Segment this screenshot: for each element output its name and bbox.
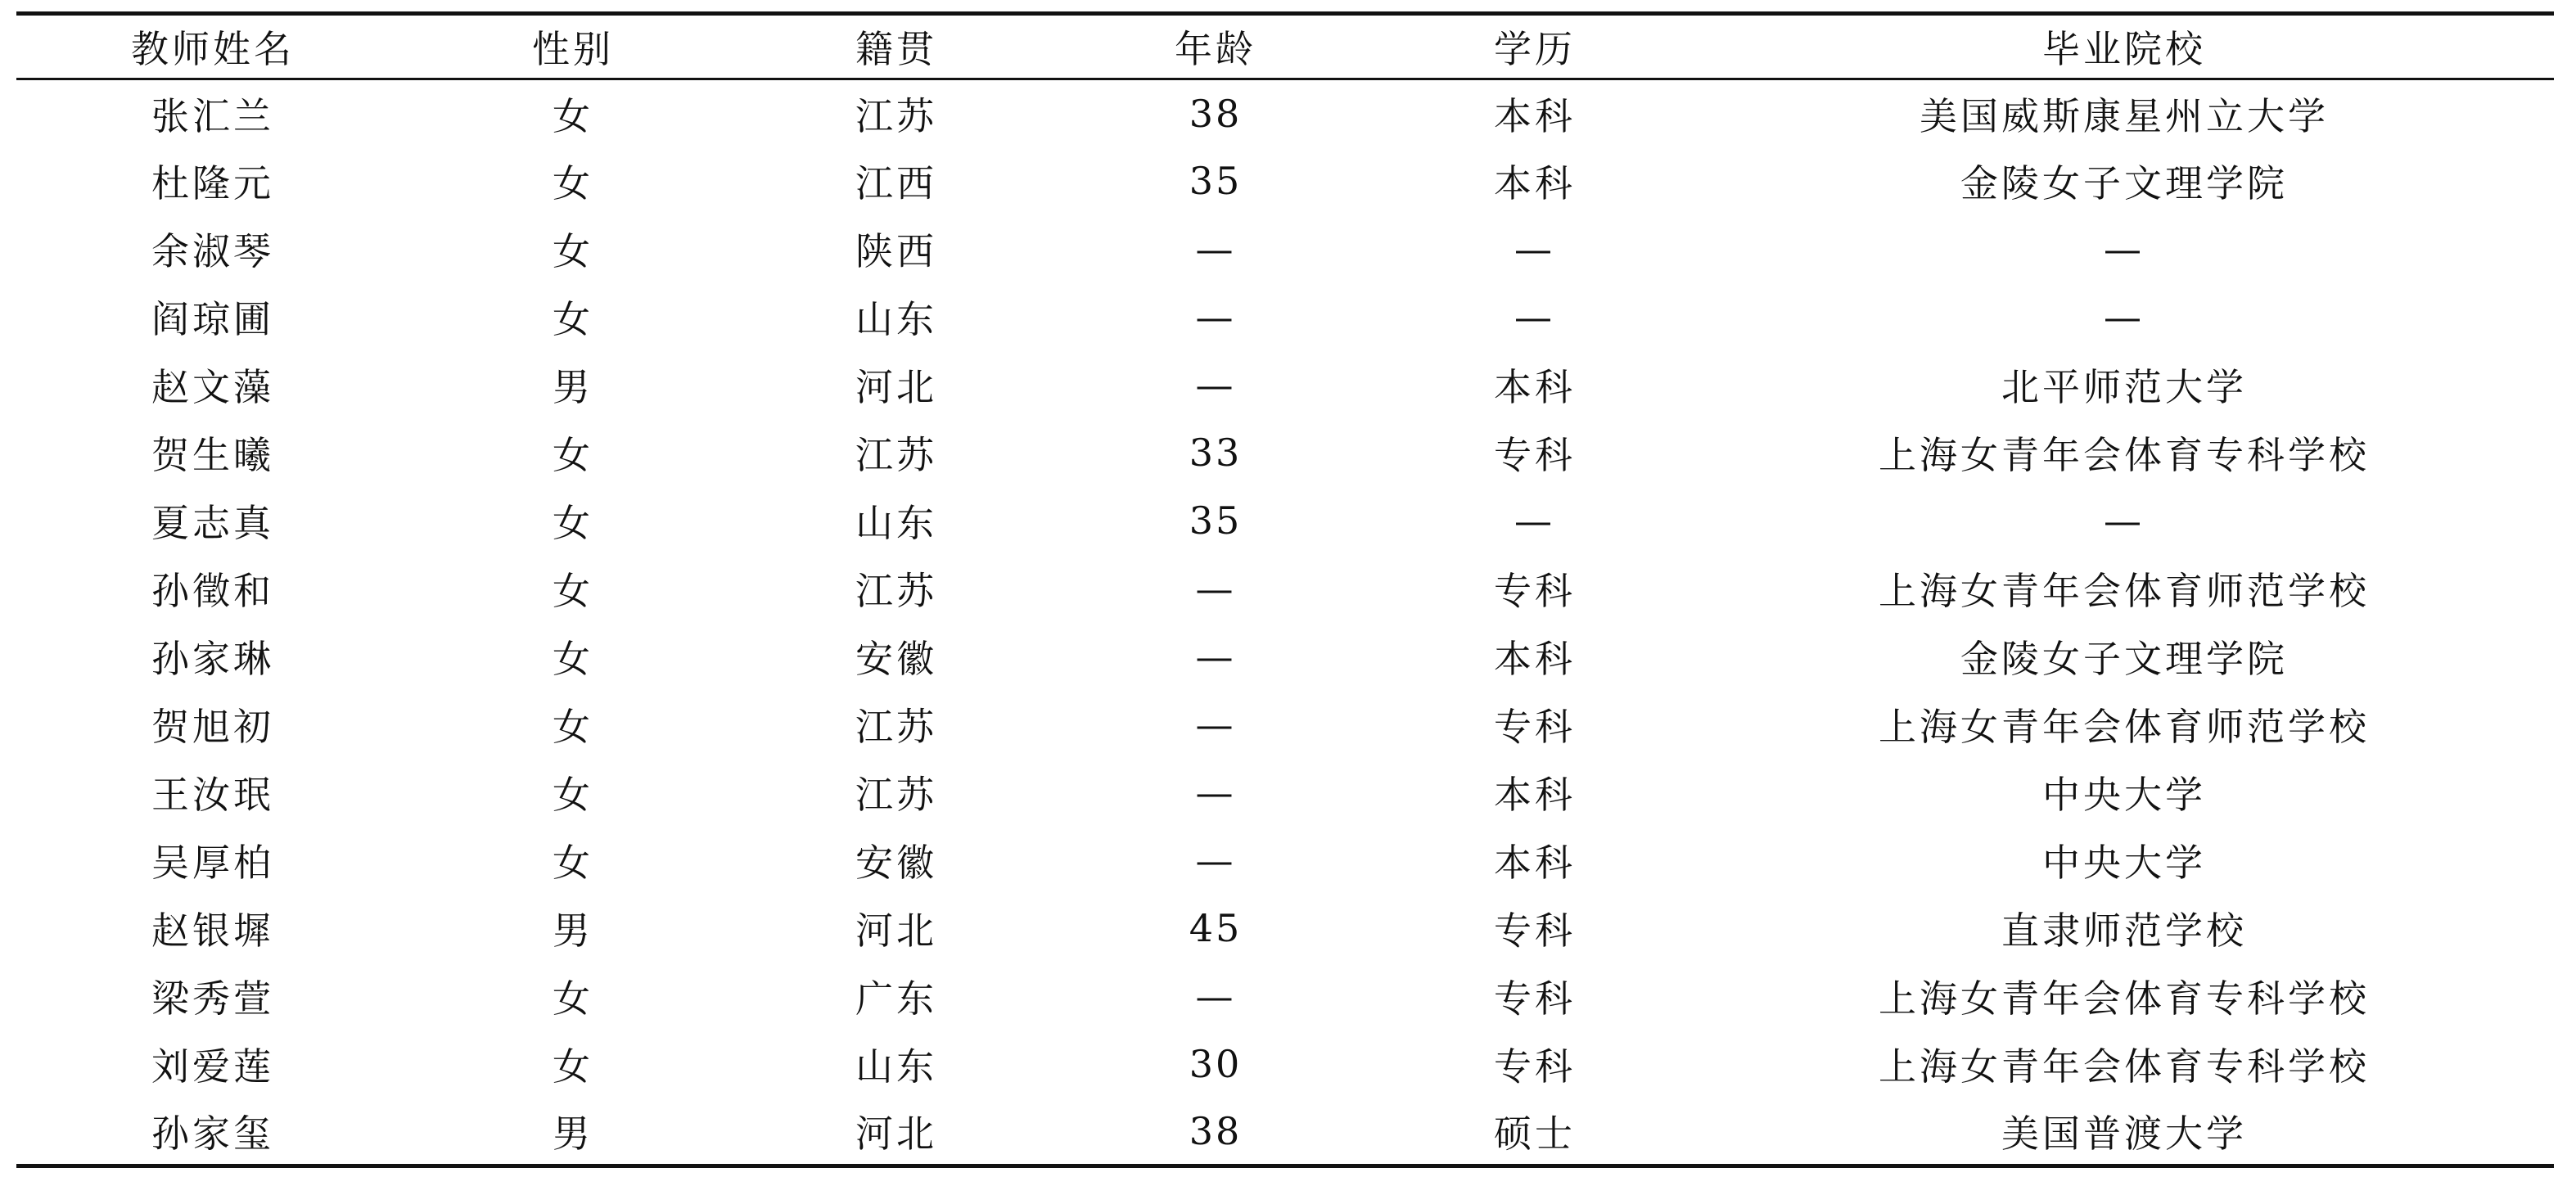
cell-origin: 安徽	[855, 637, 937, 681]
cell-age: —	[1195, 566, 1236, 611]
cell-name: 王汝珉	[151, 773, 274, 817]
cell-gender: 男	[553, 909, 593, 953]
cell-school: —	[2104, 295, 2145, 339]
cell-education: —	[1514, 498, 1555, 543]
cell-origin: 陕西	[855, 229, 937, 273]
cell-origin: 河北	[737, 1098, 1056, 1166]
cell-name: 余淑琴	[151, 229, 274, 273]
header-education: 学历	[1375, 14, 1694, 79]
cell-name: 赵银墀	[151, 909, 274, 953]
cell-origin: 河北	[855, 365, 937, 409]
cell-age: —	[1195, 227, 1236, 271]
cell-school: 上海女青年会体育专科学校	[1879, 1044, 2370, 1089]
cell-name: 梁秀萱	[151, 976, 274, 1021]
cell-education: 本科	[1494, 161, 1576, 205]
cell-school: 金陵女子文理学院	[1960, 637, 2288, 681]
table-row	[16, 351, 2554, 419]
teacher-table	[16, 11, 2554, 1168]
cell-name: 吴厚柏	[151, 841, 274, 885]
cell-name: 刘爱莲	[151, 1044, 274, 1089]
cell-age: —	[1195, 838, 1236, 882]
cell-age: 45	[1189, 906, 1243, 950]
table-row	[16, 623, 2554, 691]
table-body	[16, 79, 2554, 1166]
cell-school: 美国威斯康星州立大学	[1920, 93, 2329, 138]
cell-education: 本科	[1494, 841, 1576, 885]
cell-name: 孙家玺	[16, 1098, 409, 1166]
cell-education: 本科	[1494, 93, 1576, 138]
cell-origin: 江苏	[855, 433, 937, 477]
cell-school: 上海女青年会体育师范学校	[1879, 569, 2370, 613]
cell-age: 38	[1056, 1098, 1375, 1166]
cell-age: 35	[1189, 498, 1243, 543]
header-name: 教师姓名	[16, 14, 409, 79]
cell-school: 直隶师范学校	[2001, 909, 2247, 953]
cell-school: 美国普渡大学	[1694, 1098, 2554, 1166]
table-row	[16, 79, 2554, 147]
cell-age: 38	[1189, 91, 1243, 136]
cell-age: —	[1195, 702, 1236, 746]
cell-name: 夏志真	[151, 501, 274, 545]
cell-name: 赵文藻	[151, 365, 274, 409]
cell-school: —	[2104, 498, 2145, 543]
cell-education: 硕士	[1375, 1098, 1694, 1166]
cell-gender: 女	[553, 161, 593, 205]
cell-name: 贺旭初	[151, 705, 274, 749]
teacher-table-container	[16, 11, 2554, 1168]
table-row	[16, 283, 2554, 351]
cell-origin: 山东	[855, 297, 937, 341]
cell-gender: 女	[553, 433, 593, 477]
table-row	[16, 691, 2554, 759]
table-row	[16, 419, 2554, 487]
cell-name: 张汇兰	[151, 93, 274, 138]
cell-education: 本科	[1494, 365, 1576, 409]
cell-origin: 江苏	[855, 705, 937, 749]
cell-gender: 女	[553, 637, 593, 681]
cell-education: 专科	[1494, 909, 1576, 953]
table-row	[16, 555, 2554, 623]
cell-origin: 江苏	[855, 773, 937, 817]
cell-school: —	[2104, 227, 2145, 271]
cell-gender: 女	[553, 297, 593, 341]
cell-gender: 女	[553, 229, 593, 273]
cell-name: 贺生曦	[151, 433, 274, 477]
cell-gender: 女	[553, 569, 593, 613]
table-row	[16, 215, 2554, 283]
cell-education: 专科	[1494, 1044, 1576, 1089]
table-row	[16, 147, 2554, 215]
cell-age: —	[1195, 974, 1236, 1018]
cell-origin: 江苏	[855, 569, 937, 613]
cell-gender: 女	[553, 841, 593, 885]
cell-education: 专科	[1494, 705, 1576, 749]
cell-age: 33	[1189, 431, 1243, 475]
table-row	[16, 487, 2554, 555]
cell-school: 上海女青年会体育师范学校	[1879, 705, 2370, 749]
table-row	[16, 759, 2554, 827]
table-row	[16, 963, 2554, 1030]
cell-education: —	[1514, 227, 1555, 271]
cell-school: 北平师范大学	[2001, 365, 2247, 409]
header-gender: 性别	[409, 14, 737, 79]
cell-education: 本科	[1494, 773, 1576, 817]
cell-name: 杜隆元	[151, 161, 274, 205]
cell-age: —	[1195, 634, 1236, 679]
cell-education: —	[1514, 295, 1555, 339]
cell-age: —	[1195, 363, 1236, 407]
table-row	[16, 827, 2554, 895]
cell-education: 专科	[1494, 976, 1576, 1021]
table-row	[16, 1098, 2554, 1166]
cell-gender: 女	[553, 501, 593, 545]
cell-origin: 安徽	[855, 841, 937, 885]
cell-education: 专科	[1494, 569, 1576, 613]
cell-age: 35	[1189, 159, 1243, 203]
table-row	[16, 895, 2554, 963]
cell-age: —	[1195, 295, 1236, 339]
cell-school: 中央大学	[2042, 773, 2206, 817]
table-row	[16, 1030, 2554, 1098]
cell-origin: 江苏	[855, 93, 937, 138]
cell-gender: 男	[553, 365, 593, 409]
cell-gender: 女	[553, 93, 593, 138]
cell-origin: 山东	[855, 501, 937, 545]
cell-gender: 女	[553, 773, 593, 817]
cell-gender: 女	[553, 1044, 593, 1089]
header-school: 毕业院校	[1694, 14, 2554, 79]
cell-origin: 山东	[855, 1044, 937, 1089]
cell-education: 专科	[1494, 433, 1576, 477]
cell-origin: 广东	[855, 976, 937, 1021]
cell-school: 上海女青年会体育专科学校	[1879, 433, 2370, 477]
cell-name: 阎琼圃	[151, 297, 274, 341]
cell-education: 本科	[1494, 637, 1576, 681]
cell-name: 孙徵和	[151, 569, 274, 613]
cell-school: 金陵女子文理学院	[1960, 161, 2288, 205]
cell-school: 上海女青年会体育专科学校	[1879, 976, 2370, 1021]
cell-gender: 女	[553, 705, 593, 749]
table-header-row	[16, 14, 2554, 79]
cell-gender: 女	[553, 976, 593, 1021]
cell-age: —	[1195, 770, 1236, 814]
cell-school: 中央大学	[2042, 841, 2206, 885]
cell-gender: 男	[409, 1098, 737, 1166]
cell-origin: 江西	[855, 161, 937, 205]
cell-age: 30	[1189, 1042, 1243, 1086]
header-origin: 籍贯	[737, 14, 1056, 79]
header-age: 年龄	[1056, 14, 1375, 79]
cell-origin: 河北	[855, 909, 937, 953]
cell-name: 孙家琳	[151, 637, 274, 681]
